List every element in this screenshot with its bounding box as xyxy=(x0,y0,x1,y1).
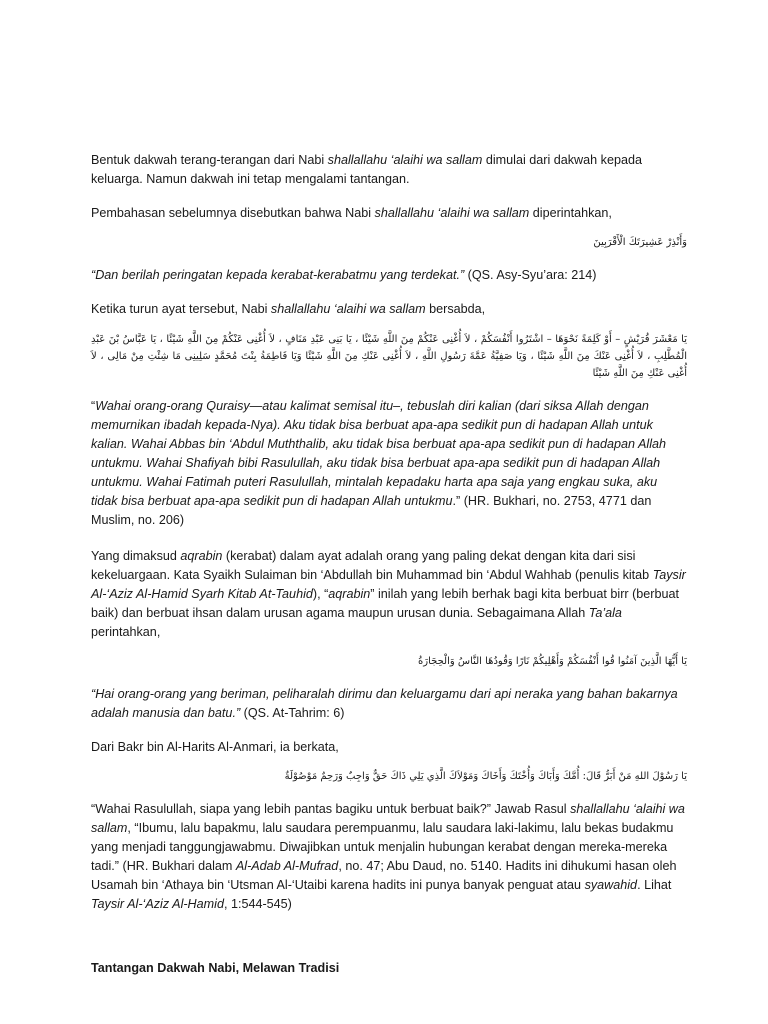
book-title-italic: Al-Adab Al-Mufrad xyxy=(235,859,339,873)
text: dimulai dari dakwah kepada keluarga. Namun dakwah ini tetap mengalami tantangan. xyxy=(91,153,642,186)
paragraph-hadith-intro xyxy=(91,300,687,319)
text: ” inilah yang lebih berhak bagi kita berbuat birr (berbuat baik) dan berbuat ihsan dalam urusan agama maupun urusan dunia. Sebagaimana Allah xyxy=(91,587,680,620)
arabic-verse-syuara: وَأَنْذِرْ عَشِيرَتَكَ الْأَقْرَبِينَ xyxy=(593,237,687,248)
translation-italic: “Hai orang-orang yang beriman, peliharalah dirimu dan keluargamu dari api neraka yang bahan bakarnya adalah manusia dan batu.” xyxy=(91,687,678,720)
text: “Wahai Rasulullah, siapa yang lebih pantas bagiku untuk berbuat baik?” Jawab Rasul xyxy=(91,802,571,816)
citation: (QS. Asy-Syu’ara: 214) xyxy=(464,268,597,282)
book-title-italic: Taysir Al-‘Aziz Al-Hamid xyxy=(91,897,224,911)
arabic-hadith-quraisy: يَا مَعْشَرَ قُرَيْشٍ – أَوْ كَلِمَةً نَحْوَهَا – اشْتَرُوا أَنْفُسَكُمْ ، لاَ أُغْنِى عَنْكُمْ مِنَ اللَّهِ شَيْئًا ، يَا بَنِى عَبْدِ مَنَافٍ ، لاَ أُغْنِى عَنْكُمْ مِنَ اللَّهِ شَيْئًا ، يَا عَبَّاسُ بْنَ عَبْدِ الْمُطَّلِبِ ، لاَ أُغْنِى عَنْكَ مِنَ اللَّهِ شَيْئًا ، وَيَا صَفِيَّةُ عَمَّةَ رَسُولِ اللَّهِ ، لاَ أُغْنِى عَنْكِ مِنَ اللَّهِ شَيْئًا وَيَا فَاطِمَةُ بِنْتَ مُحَمَّدٍ سَلِينِى مَا شِئْتِ مِنْ مَالِى ، لاَ أُغْنِى عَنْكِ مِنَ اللَّهِ شَيْئًا xyxy=(91,334,687,379)
paragraph-birr-translation xyxy=(91,800,687,914)
text: perintahkan, xyxy=(91,625,161,639)
text: , “Ibumu, lalu bapakmu, lalu saudara perempuanmu, lalu saudara laki-lakimu, lalu bekas budakmu yang menjadi tanggungjawabmu. Diwajibkan untuk menjalin hubungan kerabat dengan mereka-mereka tadi.” (HR. Bukhari dalam xyxy=(91,821,674,873)
arabic-verse-tahrim: يَا أَيُّهَا الَّذِينَ آمَنُوا قُوا أَنْفُسَكُمْ وَأَهْلِيكُمْ نَارًا وَقُودُهَا النَّاسُ وَالْحِجَارَةُ xyxy=(418,656,687,667)
document-page xyxy=(91,151,687,978)
text: (kerabat) dalam ayat adalah orang yang paling dekat dengan kita dari sisi kekeluargaan. Kata Syaikh Sulaiman bin ‘Abdullah bin Muhammad bin ‘Abdul Wahhab (penulis kitab xyxy=(91,549,653,582)
term-italic: syawahid xyxy=(584,878,638,892)
arabic-hadith-birr: يَا رَسُوْلَ اللهِ مَنْ أَبَرُّ قَالَ: أُمَّكَ وَأَبَاكَ وَأُخْتَكَ وَأَخَاكَ وَمَوْلاَكَ الَّذِي يَلِي ذَاكَ حَقٌّ وَاجِبٌ وَرَحِمٌ مَوْصُوْلَةٌ xyxy=(284,771,687,782)
term-italic: aqrabin xyxy=(328,587,371,601)
text: Pembahasan sebelumnya disebutkan bahwa Nabi xyxy=(91,206,375,220)
honorific-italic: shallallahu ‘alaihi wa sallam xyxy=(270,302,426,316)
text: “ xyxy=(91,399,96,413)
text: Ketika turun ayat tersebut, Nabi xyxy=(91,302,271,316)
citation: , 1:544-545) xyxy=(223,897,292,911)
term-italic: aqrabin xyxy=(180,549,223,563)
paragraph-intro xyxy=(91,151,687,189)
paragraph-bakr: Dari Bakr bin Al-Harits Al-Anmari, ia berkata, xyxy=(91,740,339,754)
paragraph-aqrabin xyxy=(91,547,687,642)
text: diperintahkan, xyxy=(529,206,612,220)
paragraph-hadith-translation xyxy=(91,397,687,530)
translation-italic: Wahai orang-orang Quraisy—atau kalimat semisal itu–, tebuslah diri kalian (dari siksa Allah dengan memurnikan ibadah kepada-Nya). Aku tidak bisa berbuat apa-apa sedikit pun di hadapan Allah untuk kalian. Wahai Abbas bin ‘Abdul Muththalib, aku tidak bisa berbuat apa-apa sedikit pun di hadapan Allah untukmu. Wahai Shafiyah bibi Rasulullah, aku tidak bisa berbuat apa-apa sedikit pun di hadapan Allah untukmu. Wahai Fatimah puteri Rasulullah, mintalah kepadaku harta apa saja yang engkau suka, aku tidak bisa berbuat apa-apa sedikit pun di hadapan Allah untukmu xyxy=(91,399,667,508)
translation-italic: “Dan berilah peringatan kepada kerabat-kerabatmu yang terdekat.” xyxy=(91,268,465,282)
term-italic: Ta’ala xyxy=(588,606,622,620)
honorific-italic: shallallahu ‘alaihi wa sallam xyxy=(374,206,530,220)
honorific-italic: shallallahu ‘alaihi wa sallam xyxy=(327,153,483,167)
honorific-italic: shallallahu ‘alaihi wa sallam xyxy=(91,802,685,835)
text: . Lihat xyxy=(637,878,672,892)
section-heading: Tantangan Dakwah Nabi, Melawan Tradisi xyxy=(91,961,340,975)
text: ), “ xyxy=(312,587,329,601)
text: bersabda, xyxy=(425,302,486,316)
book-title-italic: Taysir Al-‘Aziz Al-Hamid Syarh Kitab At-Tauhid xyxy=(91,568,686,601)
paragraph-translation-syuara xyxy=(91,266,687,285)
paragraph-command xyxy=(91,204,687,223)
citation: (QS. At-Tahrim: 6) xyxy=(240,706,345,720)
citation: .” (HR. Bukhari, no. 2753, 4771 dan Muslim, no. 206) xyxy=(91,494,652,527)
text: Bentuk dakwah terang-terangan dari Nabi xyxy=(91,153,328,167)
paragraph-translation-tahrim xyxy=(91,685,687,723)
text: Yang dimaksud xyxy=(91,549,181,563)
text: , no. 47; Abu Daud, no. 5140. Hadits ini dihukumi hasan oleh Usamah bin ‘Athaya bin ‘Utsman Al-‘Utaibi karena hadits ini punya banyak penguat atau xyxy=(91,859,677,892)
